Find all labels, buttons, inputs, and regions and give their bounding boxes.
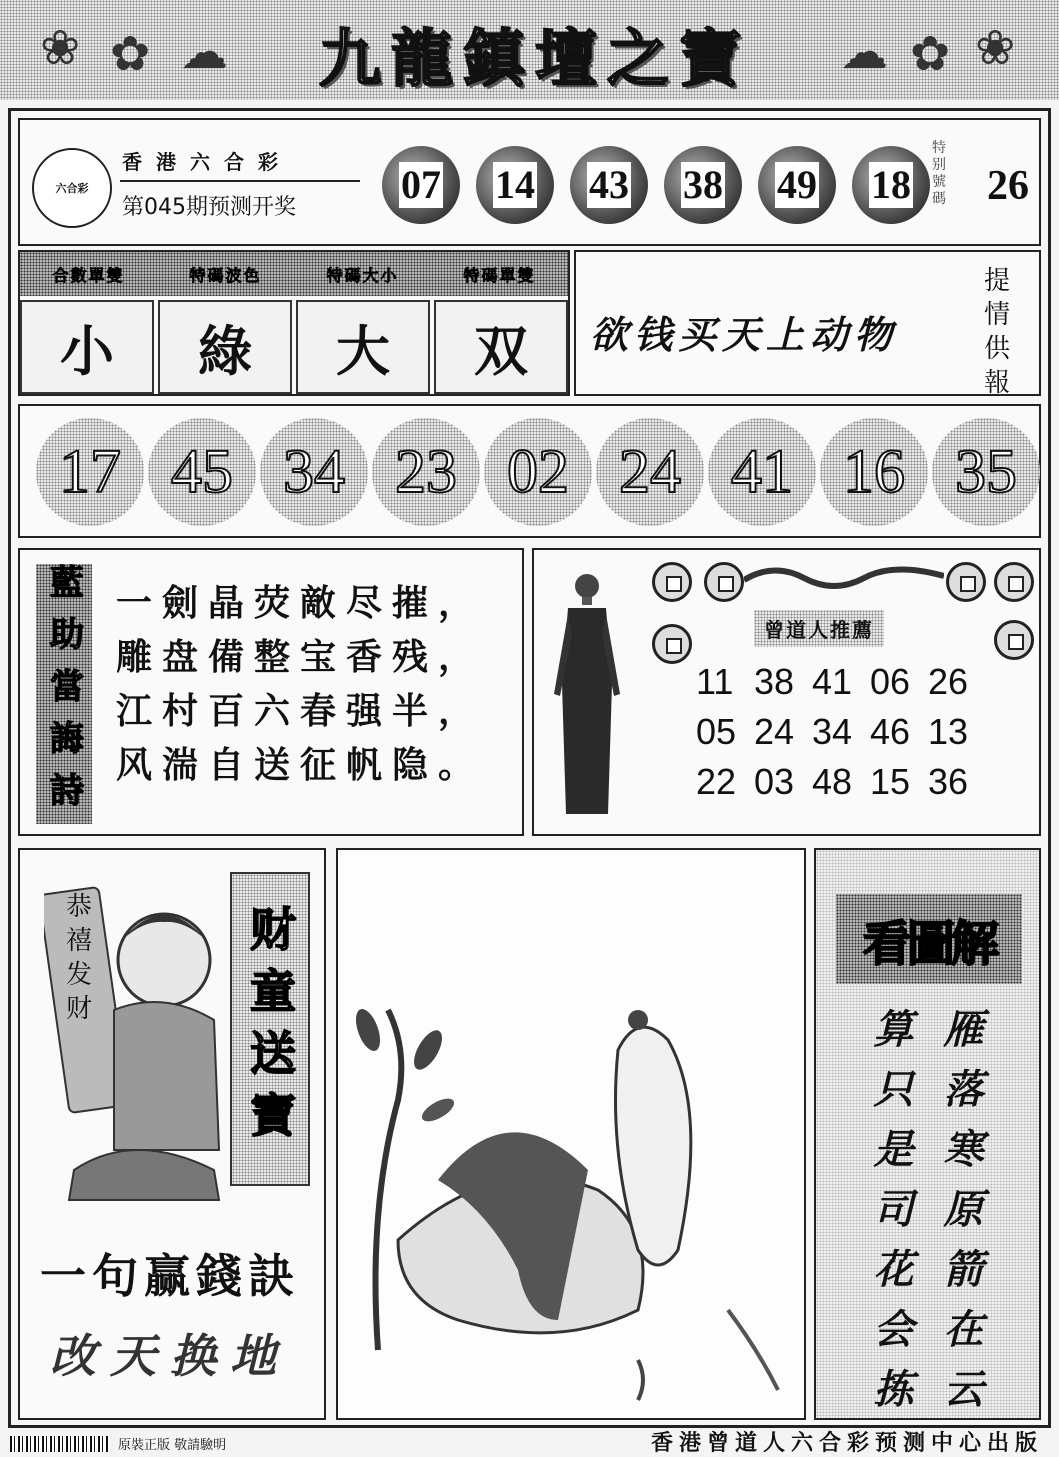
recommend-number: 46 — [870, 711, 911, 752]
attribute-panel — [18, 250, 570, 396]
riddle-line-left — [866, 1008, 914, 1428]
prediction-number: 23 — [372, 418, 480, 526]
recommend-number: 38 — [754, 661, 795, 702]
poem-lines — [116, 576, 484, 792]
recommend-number: 15 — [870, 761, 911, 802]
header-banner — [0, 0, 1059, 100]
result-ball — [382, 146, 460, 224]
attribute-labels — [20, 252, 568, 296]
recommend-number: 36 — [928, 761, 969, 802]
result-ball — [852, 146, 930, 224]
barcode-icon — [10, 1436, 110, 1452]
coin-icon — [652, 562, 692, 602]
prediction-number: 24 — [596, 418, 704, 526]
wealth-banner-text: 财童送寶 — [243, 905, 297, 1153]
poem-line: 江村百六春强半， — [116, 690, 485, 732]
attribute-value: 綠 — [158, 300, 292, 394]
coin-icon — [994, 620, 1034, 660]
authenticity-note: 原裝正版 敬請驗明 — [118, 1438, 227, 1453]
recommend-number: 48 — [812, 761, 853, 802]
result-ball-number: 14 — [495, 162, 535, 207]
issue-label: 第045期预测开奖 — [122, 195, 296, 220]
poem-tag — [36, 564, 92, 824]
attribute-label: 特碼波色 — [189, 265, 262, 285]
lottery-logo: 六合彩 — [32, 148, 112, 228]
recommend-number: 11 — [696, 661, 734, 702]
special-number-label: 特别號碼 — [932, 140, 946, 207]
result-panel — [18, 118, 1041, 246]
coin-icon — [704, 562, 744, 602]
recommend-number: 03 — [754, 761, 795, 802]
phrase-panel — [574, 250, 1041, 396]
prediction-number: 35 — [932, 418, 1040, 526]
result-ball-number: 18 — [871, 162, 911, 207]
result-ball — [758, 146, 836, 224]
lottery-name: 香港六合彩 — [122, 150, 292, 174]
ribbon-decoration — [744, 562, 944, 592]
wealth-child-panel — [18, 848, 326, 1420]
result-ball-number: 49 — [777, 162, 817, 207]
page-title: 九龍鎮壇之寶 — [318, 21, 751, 95]
prediction-number: 34 — [260, 418, 368, 526]
recommend-number: 34 — [812, 711, 853, 752]
result-ball-number: 38 — [683, 162, 723, 207]
recommend-number: 13 — [928, 711, 969, 752]
man-figure-icon — [546, 564, 628, 826]
result-ball-number: 43 — [589, 162, 629, 207]
cloud-icon: ☁ — [180, 24, 228, 80]
poem-line: 风湍自送征帆隐。 — [116, 744, 485, 786]
slogan-text: 改天换地 — [50, 1329, 290, 1383]
prediction-number: 41 — [708, 418, 816, 526]
result-ball — [664, 146, 742, 224]
zodiac-phrase: 欲钱买天上动物 — [590, 312, 899, 357]
coin-icon — [994, 562, 1034, 602]
wealth-banner — [230, 872, 310, 1186]
flower-icon: ❀ — [975, 20, 1016, 76]
recommend-number: 06 — [870, 661, 911, 702]
recommend-title: 曾道人推薦 — [754, 610, 884, 647]
provider-label: 提情供報 — [983, 266, 1010, 398]
flower-icon: ❀ — [40, 20, 81, 76]
poem-line: 雕盘備整宝香残， — [116, 636, 485, 678]
prediction-number: 16 — [820, 418, 928, 526]
poem-line: 一劍晶荧敵尽摧， — [116, 582, 485, 624]
coin-icon — [946, 562, 986, 602]
coin-icon — [652, 624, 692, 664]
numbers-panel — [18, 404, 1041, 538]
poem-panel — [18, 548, 524, 836]
attribute-label: 合數單雙 — [52, 265, 125, 285]
cloud-icon: ☁ — [840, 24, 888, 80]
tortoise-and-snail-illustration — [338, 850, 804, 1418]
recommend-panel — [532, 548, 1041, 836]
scroll-text: 恭禧发财 — [65, 892, 92, 1024]
footer-left — [10, 1434, 226, 1453]
riddle-line-right-text: 雁落寒原箭在云 — [937, 1008, 984, 1428]
attribute-value: 大 — [296, 300, 430, 394]
recommend-number: 26 — [928, 661, 969, 702]
recommend-grid — [696, 660, 986, 804]
special-ball: 26 — [987, 163, 1029, 209]
recommend-number: 22 — [696, 761, 737, 802]
publisher-line: 香港曾道人六合彩预测中心出版 — [650, 1430, 1043, 1456]
recommend-number: 05 — [696, 711, 737, 752]
result-ball-number: 07 — [401, 162, 441, 207]
riddle-panel — [814, 848, 1041, 1428]
attribute-values — [20, 300, 568, 394]
result-ball — [570, 146, 648, 224]
flower-icon: ✿ — [910, 26, 951, 82]
illustration-panel — [336, 848, 806, 1420]
recommend-number: 41 — [812, 661, 853, 702]
slogan-title: 一句赢錢訣 — [40, 1249, 300, 1303]
prediction-number: 02 — [484, 418, 592, 526]
riddle-title: 看圖解 — [836, 894, 1022, 984]
poem-tag-text: 藍助當誨詩 — [43, 564, 84, 824]
attribute-value: 双 — [434, 300, 568, 394]
flower-icon: ✿ — [110, 26, 151, 82]
divider — [120, 180, 360, 182]
result-ball — [476, 146, 554, 224]
riddle-line-right — [936, 1008, 984, 1428]
prediction-number: 17 — [36, 418, 144, 526]
attribute-label: 特碼單雙 — [463, 265, 536, 285]
attribute-label: 特碼大小 — [326, 265, 399, 285]
attribute-value: 小 — [20, 300, 154, 394]
recommend-number: 24 — [754, 711, 795, 752]
riddle-line-left-text: 算只是司花会拣 — [867, 1008, 914, 1428]
prediction-number: 45 — [148, 418, 256, 526]
